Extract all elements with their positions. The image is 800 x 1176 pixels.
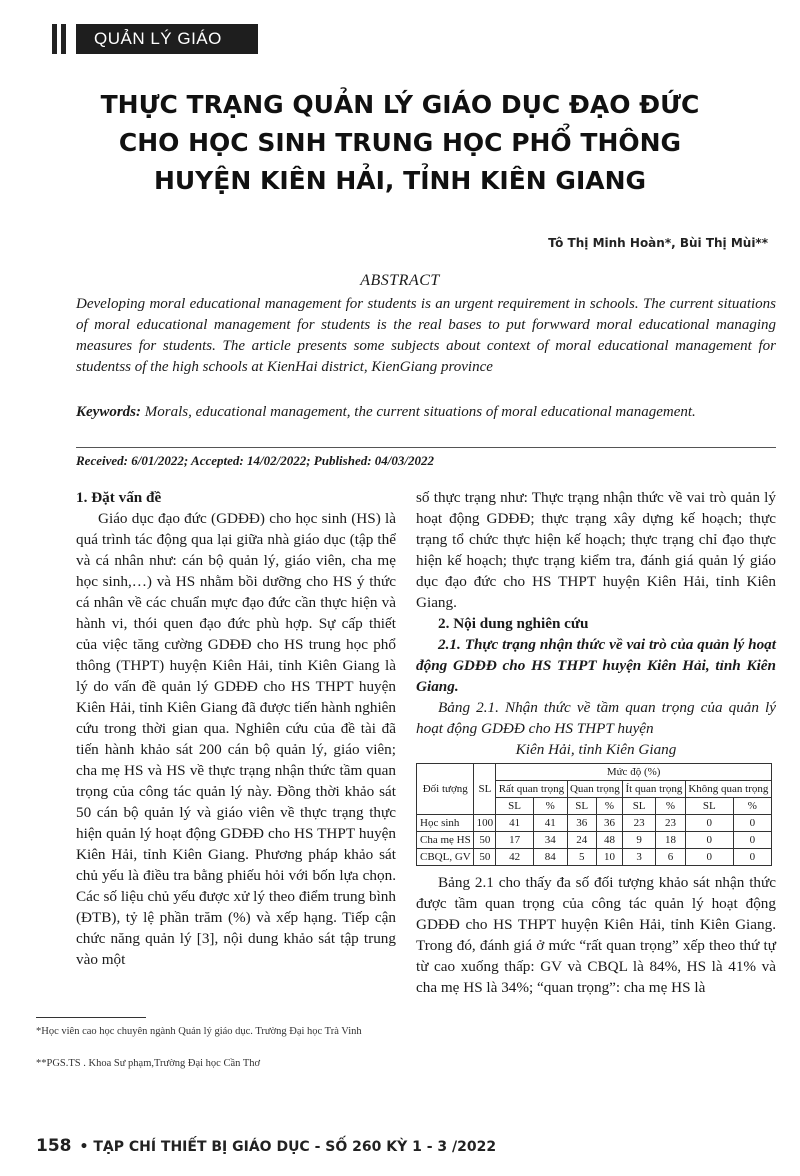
cell: 10 [596,849,622,866]
cell: 6 [656,849,686,866]
header-level-1: Rất quan trọng [496,781,567,798]
section-label: QUẢN LÝ GIÁO DỤC [76,24,258,54]
received-dates: Received: 6/01/2022; Accepted: 14/02/2022; Published: 04/03/2022 [76,453,435,468]
row-count: 100 [474,815,496,832]
cell: 34 [533,832,567,849]
data-table [416,763,772,866]
row-name: Cha mẹ HS [417,832,474,849]
cell: 24 [567,832,596,849]
table-row [417,815,772,832]
footnote-rule [36,1017,146,1018]
sub-sl: SL [567,798,596,815]
cell: 23 [656,815,686,832]
subsection-heading: 2.1. Thực trạng nhận thức về vai trò của quản lý hoạt động GDĐĐ cho HS THPT huyện Kiên Hải, tỉnh Kiên Giang. [416,636,776,695]
keywords-label: Keywords: [76,404,141,420]
table-caption-end: Kiên Hải, tỉnh Kiên Giang [515,741,677,758]
article-title [60,86,740,200]
page-number: 158 [36,1136,72,1156]
cell: 41 [496,815,534,832]
header-bars [52,24,68,54]
intro-paragraph: Giáo dục đạo đức (GDĐĐ) cho học sinh (HS) là quá trình tác động qua lại giữa nhà giáo dục (tập thể và cá nhân như: cán bộ quản lý, giáo viên, cha mẹ học sinh,…) và HS nhằm bồi dưỡng cho HS ý thức cá nhân về các chuẩn mực đạo đức cần thực hiện và hành vi, thói quen đạo đức phù hợp. Sự cấp thiết của việc tăng cường GDĐĐ cho HS trung học phổ thông (THPT) huyện Kiên Hải, tỉnh Kiên Giang là lý do vấn đề quản lý GDĐĐ cho HS THPT huyện Kiên Hải, tỉnh Kiên Giang đã được tiến hành nghiên cứu trong thời gian qua. Nghiên cứu của đề tài đã tiến hành khảo sát 200 cán bộ quản lý, giáo viên; cha mẹ HS và HS về thực trạng nhận thức tầm quan trọng của công tác quản lý này. Đồng thời khảo sát 50 cán bộ quản lý và giáo viên về thực trạng thực hiện quản lý hoạt động GDĐĐ cho HS THPT huyện Kiên Hải, tỉnh Kiên Giang. Phương pháp khảo sát chủ yếu là điều tra bằng phiếu hỏi với bốn lựa chọn. Các số liệu chủ yếu được xử lý theo điểm trung bình (ĐTB), tỷ lệ phần trăm (%) và xếp hạng. Tiếp cận chức năng quản lý [3], nội dung khảo sát tập trung vào một [76,510,396,968]
divider [76,447,776,448]
header-count: SL [474,764,496,815]
row-count: 50 [474,832,496,849]
keywords-text: Morals, educational management, the current situations of moral educational management. [141,404,696,420]
table-caption: Bảng 2.1. Nhận thức về tầm quan trọng của quản lý hoạt động GDĐĐ cho HS THPT huyện [416,699,776,737]
cell: 18 [656,832,686,849]
sub-sl: SL [623,798,656,815]
authors: Tô Thị Minh Hoàn*, Bùi Thị Mùi** [548,236,768,250]
right-column [416,487,776,998]
cell: 5 [567,849,596,866]
sub-pct: % [656,798,686,815]
cell: 36 [567,815,596,832]
abstract-heading: ABSTRACT [360,272,440,289]
footnote-1: *Học viên cao học chuyên ngành Quản lý giáo dục. Trường Đại học Trà Vinh [36,1026,362,1037]
cell: 17 [496,832,534,849]
header-level-2: Quan trọng [567,781,623,798]
cell: 48 [596,832,622,849]
row-count: 50 [474,849,496,866]
title-line: HUYỆN KIÊN HẢI, TỈNH KIÊN GIANG [153,166,647,195]
header-level-3: Ít quan trọng [623,781,686,798]
sub-sl: SL [685,798,733,815]
keywords [76,402,776,423]
cell: 0 [733,849,771,866]
cell: 9 [623,832,656,849]
header-level: Mức độ (%) [496,764,772,781]
section-heading-1: 1. Đặt vấn đề [76,489,162,506]
cell: 36 [596,815,622,832]
cell: 42 [496,849,534,866]
title-line: CHO HỌC SINH TRUNG HỌC PHỔ THÔNG [118,128,682,157]
header-level-4: Không quan trọng [685,781,771,798]
left-column [76,487,396,970]
cell: 84 [533,849,567,866]
cell: 41 [533,815,567,832]
cell: 23 [623,815,656,832]
footnote-2: **PGS.TS . Khoa Sư phạm,Trường Đại học Cần Thơ [36,1058,261,1069]
header-subject: Đối tượng [417,764,474,815]
sub-pct: % [733,798,771,815]
cell: 0 [685,849,733,866]
continued-paragraph: số thực trạng như: Thực trạng nhận thức về vai trò quản lý hoạt động GDĐĐ; thực trạng xây dựng kế hoạch; thực trạng tổ chức thực hiện kế hoạch; thực trạng chỉ đạo thực hiện kế hoạch; thực trạng kiểm tra, đánh giá quản lý giáo dục đạo đức cho HS THPT huyện Kiên Hải, tỉnh Kiên Giang. [416,489,776,611]
page-footer [36,1136,496,1156]
cell: 3 [623,849,656,866]
cell: 0 [685,832,733,849]
sub-pct: % [596,798,622,815]
cell: 0 [733,832,771,849]
sub-sl: SL [496,798,534,815]
abstract-body: Developing moral educational management for students is an urgent requirement in schools. The current situations of moral educational management for students is the real bases to put forwward moral educational managing measures for students. The article presents some subjects about context of moral educational management for studentss of the high schools at KienHai district, KienGiang province [76,296,776,375]
table-row [417,849,772,866]
row-name: CBQL, GV [417,849,474,866]
table-row [417,832,772,849]
title-line: THỰC TRẠNG QUẢN LÝ GIÁO DỤC ĐẠO ĐỨC [100,90,700,119]
journal-name: • TẠP CHÍ THIẾT BỊ GIÁO DỤC - SỐ 260 KỲ 1 - 3 /2022 [79,1139,497,1155]
sub-pct: % [533,798,567,815]
section-heading-2: 2. Nội dung nghiên cứu [438,615,589,632]
cell: 0 [733,815,771,832]
analysis-paragraph: Bảng 2.1 cho thấy đa số đối tượng khảo sát nhận thức được tầm quan trọng của công tác quản lý hoạt động GDĐĐ cho HS THPT huyện Kiên Hải, tỉnh Kiên Giang. Trong đó, đánh giá ở mức “rất quan trọng” xếp theo thứ tự từ cao xuống thấp: GV và CBQL là 84%, HS là 41% và cha mẹ HS là 34%; “quan trọng”: cha mẹ HS là [416,874,776,996]
cell: 0 [685,815,733,832]
row-name: Học sinh [417,815,474,832]
